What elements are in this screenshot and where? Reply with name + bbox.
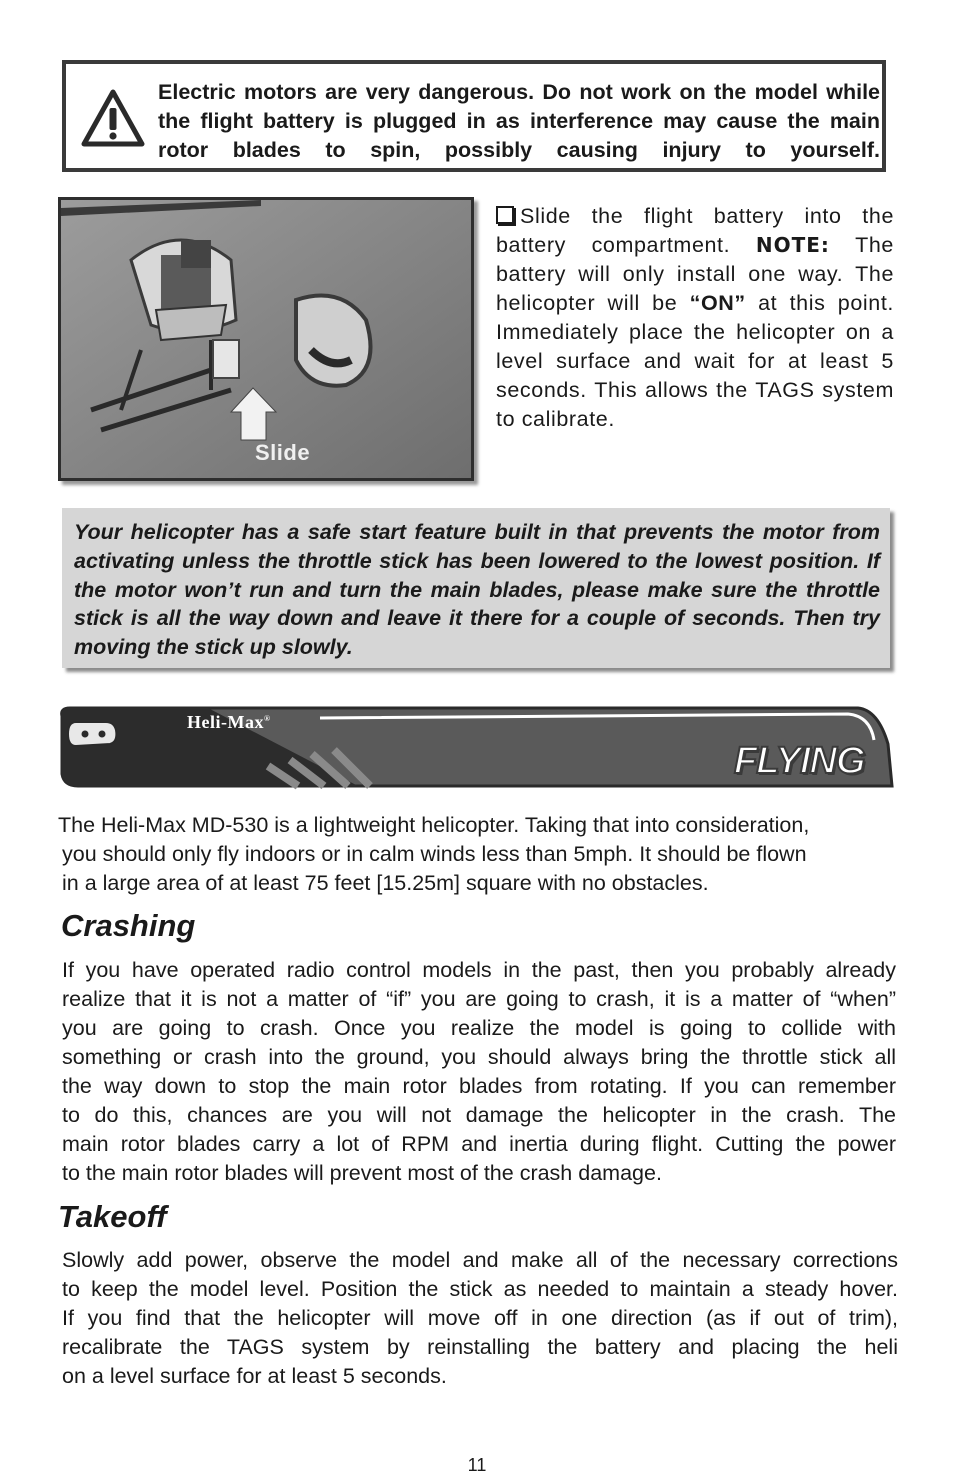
crashing-line: to do this, chances are you will not damage the helicopter in the crash. The <box>62 1103 896 1127</box>
warning-box <box>62 60 886 172</box>
brand-name: Heli-Max <box>187 712 264 732</box>
intro-line: The Heli-Max MD-530 is a lightweight helicopter. Taking that into consideration, <box>58 813 810 837</box>
crashing-heading: Crashing <box>61 908 196 943</box>
crashing-line: If you have operated radio control models in the past, then you probably already <box>62 958 896 982</box>
intro-line: in a large area of at least 75 feet [15.25m] square with no obstacles. <box>62 871 709 895</box>
note-label: NOTE: <box>755 233 830 257</box>
step-checkbox[interactable] <box>496 206 514 224</box>
step-text-1: Slide the flight battery into the battery compartment. <box>496 204 894 257</box>
safe-start-tip-box <box>62 508 890 668</box>
intro-line: you should only fly indoors or in calm winds less than 5mph. It should be flown <box>62 842 807 866</box>
takeoff-paragraph <box>62 1246 898 1391</box>
crashing-line: something or crash into the ground, you should always bring the throttle stick all <box>62 1045 896 1069</box>
takeoff-line: on a level surface for at least 5 seconds. <box>62 1364 447 1388</box>
crashing-line: to the main rotor blades will prevent most of the crash damage. <box>62 1161 662 1185</box>
takeoff-line: recalibrate the TAGS system by reinstalling the battery and placing the heli <box>62 1335 898 1359</box>
crashing-line: you are going to crash. Once you realize the model is going to collide with <box>62 1016 896 1040</box>
section-title: FLYING <box>734 740 865 782</box>
crashing-line: realize that it is not a matter of “if” you are going to crash, it is a matter of “when” <box>62 987 896 1011</box>
takeoff-line: If you find that the helicopter will move off in one direction (as if out of trim), <box>62 1306 898 1330</box>
photo-caption: Slide <box>255 440 311 465</box>
on-label: “ON” <box>689 291 746 315</box>
takeoff-line: Slowly add power, observe the model and make all of the necessary corrections <box>62 1248 898 1272</box>
battery-install-photo <box>58 197 474 481</box>
section-banner <box>58 704 894 790</box>
warning-text: Electric motors are very dangerous. Do not work on the model while the flight battery is plugged in as interference may cause the main rotor blades to spin, possibly causing injury to yourself. <box>158 80 880 162</box>
page-number: 11 <box>467 1455 487 1475</box>
crashing-line: the way down to stop the main rotor blades from rotating. If you can remember <box>62 1074 896 1098</box>
step-text-3: at this point. Immediately place the helicopter on a level surface and wait for at least 5 seconds. This allows the TAGS system to calibrate. <box>496 291 894 431</box>
intro-paragraph <box>58 811 898 898</box>
helicopter-photo-illustration <box>61 200 471 478</box>
safe-start-tip-text: Your helicopter has a safe start feature built in that prevents the motor from activating unless the throttle stick has been lowered to the lowest position. If the motor won’t run and turn the main blades, please make sure the throttle stick is all the way down and leave it there for a couple of seconds. Then try moving the stick up slowly. <box>74 520 880 660</box>
step-text-2: The battery will only install one way. The helicopter will be <box>496 233 894 315</box>
registered-mark: ® <box>263 714 271 723</box>
takeoff-line: to keep the model level. Position the stick as needed to maintain a steady hover. <box>62 1277 898 1301</box>
step-battery-install <box>496 202 894 434</box>
heli-max-logo <box>187 712 270 733</box>
crashing-paragraph <box>62 956 896 1188</box>
crashing-line: main rotor blades carry a lot of RPM and inertia during flight. Cutting the power <box>62 1132 896 1156</box>
warning-triangle-icon <box>80 88 146 148</box>
takeoff-heading: Takeoff <box>58 1199 167 1234</box>
